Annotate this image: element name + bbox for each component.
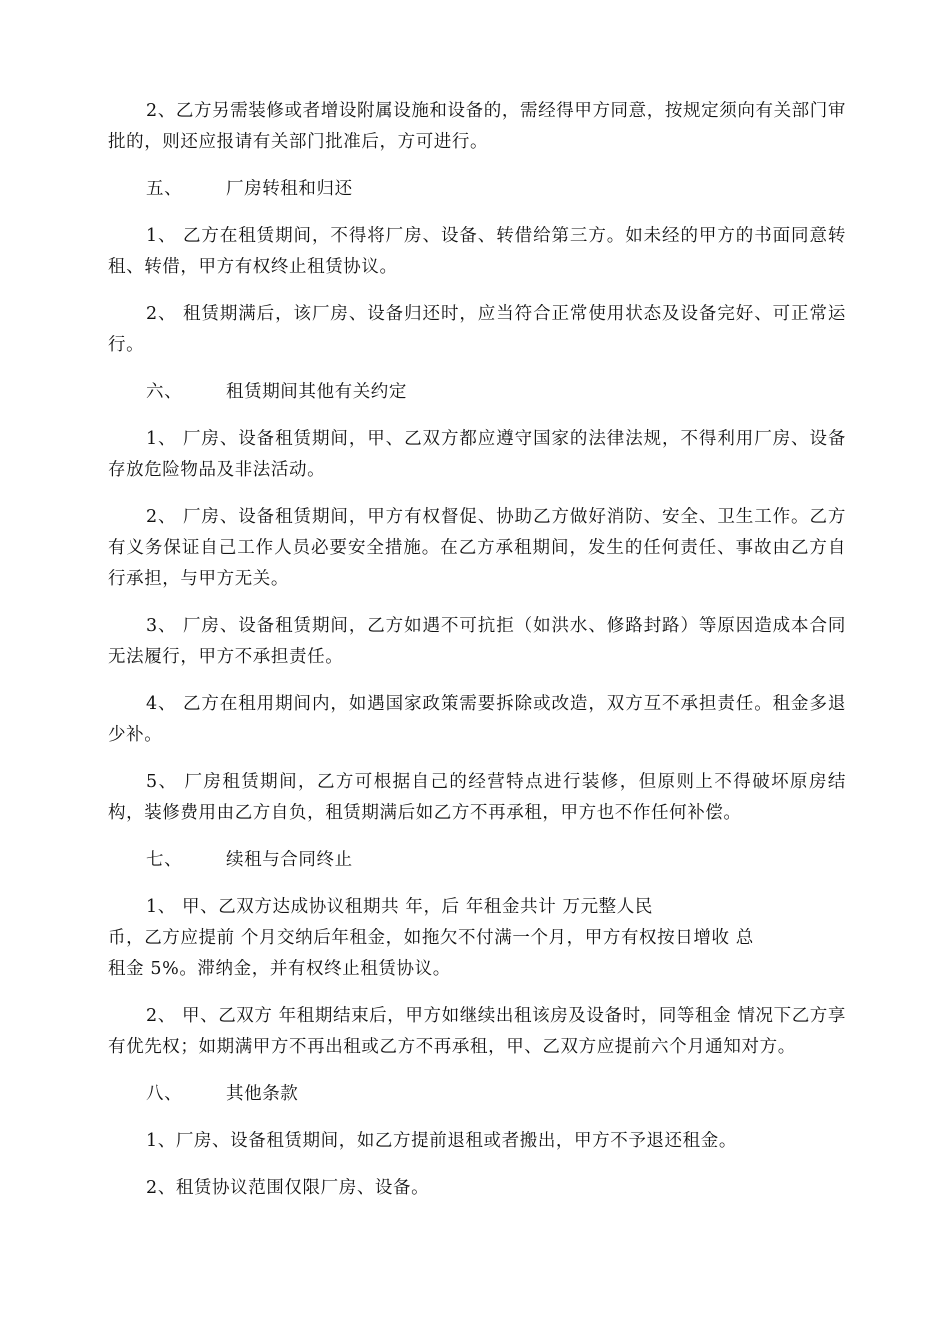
section-title: 续租与合同终止 <box>226 850 353 870</box>
clause-6-2: 2、 厂房、设备租赁期间，甲方有权督促、协助乙方做好消防、安全、卫生工作。乙方有义务保证自己工作人员必要安全措施。在乙方承租期间，发生的任何责任、事故由乙方自行承担，与甲方无关。 <box>108 507 846 589</box>
document-page <box>108 96 846 1220</box>
section-number: 六、 <box>146 382 183 402</box>
section-title: 租赁期间其他有关约定 <box>226 382 407 402</box>
clause-line: 币，乙方应提前 个月交纳后年租金，如拖欠不付满一个月，甲方有权按日增收 总 <box>108 928 754 948</box>
clause-6-5: 5、 厂房租赁期间，乙方可根据自己的经营特点进行装修，但原则上不得破坏原房结构，装修费用由乙方自负，租赁期满后如乙方不再承租，甲方也不作任何补偿。 <box>108 772 846 823</box>
clause-5-2: 2、 租赁期满后，该厂房、设备归还时，应当符合正常使用状态及设备完好、可正常运行。 <box>108 304 846 355</box>
clause-4-2: 2、乙方另需装修或者增设附属设施和设备的，需经得甲方同意，按规定须向有关部门审批的，则还应报请有关部门批准后，方可进行。 <box>108 101 846 152</box>
section-number: 七、 <box>146 850 183 870</box>
clause-line: 租金 5%。滞纳金，并有权终止租赁协议。 <box>108 959 451 979</box>
section-5-heading <box>108 174 846 205</box>
clause-7-2: 2、 甲、乙双方 年租期结束后，甲方如继续出租该房及设备时，同等租金 情况下乙方享有优先权；如期满甲方不再出租或乙方不再承租，甲、乙双方应提前六个月通知对方。 <box>108 1006 846 1057</box>
section-7-heading <box>108 845 846 876</box>
section-8-heading <box>108 1079 846 1110</box>
clause-line: 1、 甲、乙双方达成协议租期共 年，后 年租金共计 万元整人民 <box>146 897 653 917</box>
clause-6-3: 3、 厂房、设备租赁期间，乙方如遇不可抗拒（如洪水、修路封路）等原因造成本合同无法履行，甲方不承担责任。 <box>108 616 846 667</box>
clause-6-1: 1、 厂房、设备租赁期间，甲、乙双方都应遵守国家的法律法规，不得利用厂房、设备存放危险物品及非法活动。 <box>108 429 846 480</box>
clause-8-1: 1、厂房、设备租赁期间，如乙方提前退租或者搬出，甲方不予退还租金。 <box>146 1131 737 1151</box>
clause-7-1 <box>108 892 846 985</box>
section-title: 其他条款 <box>226 1084 299 1104</box>
section-6-heading <box>108 377 846 408</box>
section-title: 厂房转租和归还 <box>226 179 353 199</box>
section-number: 八、 <box>146 1084 183 1104</box>
clause-5-1: 1、 乙方在租赁期间，不得将厂房、设备、转借给第三方。如未经的甲方的书面同意转租、转借，甲方有权终止租赁协议。 <box>108 226 846 277</box>
clause-8-2: 2、租赁协议范围仅限厂房、设备。 <box>146 1178 430 1198</box>
section-number: 五、 <box>146 179 183 199</box>
clause-6-4: 4、 乙方在租用期间内，如遇国家政策需要拆除或改造，双方互不承担责任。租金多退少补。 <box>108 694 846 745</box>
